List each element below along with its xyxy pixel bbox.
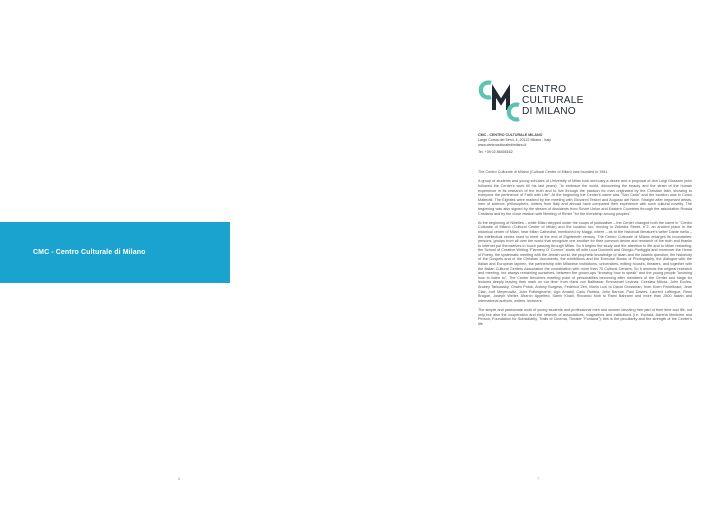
page-number-right: 7 xyxy=(537,476,540,481)
section-title: CMC - Centro Culturale di Milano xyxy=(33,249,146,256)
contact-phone: Tel. +39 02 86455162 xyxy=(478,150,513,154)
logo-line-2: CULTURALE xyxy=(522,95,584,106)
contact-block xyxy=(478,133,678,155)
paragraph-work: The simple and passionate work of young students and professional men and women devoting free part of their time and life, not only but also the cooperation and the network of associations, magazines and institutions (i.e. Eurasia, Adrena Medicine and Person, Foundation for Subsidiarity, Trails of Cinema, Theater "Fontana"): this is the peculiarity and the strength of the Center's life. xyxy=(478,308,692,326)
section-title-band xyxy=(0,222,230,283)
logo-line-3: DI MILANO xyxy=(522,106,576,117)
cmc-logo xyxy=(478,80,598,126)
logo-wordmark xyxy=(522,84,584,117)
page-number-left: 6 xyxy=(178,476,181,481)
logo-line-1: CENTRO xyxy=(522,84,567,95)
contact-org: CMC - CENTRO CULTURALE MILANO xyxy=(478,133,543,137)
body-text xyxy=(478,170,692,331)
cmc-logo-mark xyxy=(478,80,522,126)
paragraph-founding: The Centro Culturale di Milano (Cultural Center of Milan) was founded in 1981. xyxy=(478,170,609,174)
paragraph-nineties: At the beginning of Nineties – while Milan stepped under the coups of justicialism – the Center changed both the name in "Centro Culturale di Milano (Cultural Center of Milan) and the location too, moving in Zebedia Street, n°2, an ancient place in the historical center of Milan, near Milan Cathedral, mentioned by Maggi, where – as to the historical literature's writer Dante Isella – the intellectual circles used to meet at the end of Eighteenth century. The Centro Culturale di Milano enlarges its boundaries: persons, groups from all over the world that recognize one another for their common desire and research of the truth and thanks to internet put themselves in touch passing through Milan. So it begins the study and the attention to life and to Milan restarting, the School of Creative Writing "Flannery O' Connor" starts off with Luca Doninelli and Giorgio Pontiggia and moreover the Home of Poetry, the systematic meeting with the Jewish world, the prophetic knowledge of Islam and the Islamic question, the historicity of the Gospels and of the Christian documents, the exhibitions and the Exercise Books of Photography, the dialogue with the Italian and European laymen, the partnership with Milanese institutions, universities, editing houses, theaters, and together with the Italian Cultural Centers Association the coordination with more than 70 Cultural Centers. So it amends the original research and meeting, but always remaining ourselves, between the grown-ups "knowing how to speak" and the young people "knowing how to listen to". The Center becomes meeting point of personalities becoming after members of the Center and stage for lectures deeply leaving their mark on our time: from Hans von Balthasar, Emmanuel Levinas, Czeslaw Milosz, John Eccles, Andrey Tarkowsky, Chaim Potok, Antony Burgess, Federico Zeri, Mario Luzi to David Grossman, from Koen Finkelkraut, Jean Clair, Joel Meyerowitz, John Polkinghorne, Ugo Amaldi, Carlo Rubbia, John Barrow, Paul Davies, Laurent Lafforgue, Remi Brague, Joseph Weiler, Aharon Appelfed, Samir Khalil, Riccardo Muti to Rami Bahrami and more than 2500 Italian and international authors, writers, lecturers. xyxy=(478,220,692,303)
contact-address: Largo Corsia dei Servi, 4, 20122 Milano - Italy xyxy=(478,138,551,142)
paragraph-origins: A group of students and young scholars of University of Milan took seriously a desire and a proposal of don Luigi Giussani (who followed the Center's work till his last years): "to embrace the world, discovering the beauty and the strain of the human experience in its research of the truth and to live through the passion for man originated by the Christian faith, showing to everyone the pertinence of Faith with Life". At the beginning the Center's name was "San Carlo" and the location was in Corso Matteotti. The Eighties were marked by the meeting with Giovanni Testori and Augusto del Noce. Straight after important artists, men of science, philosophers, writers from Italy and abroad have compared their experience with such cultural novelty. The beginning was also signed by the stream of dissidents from Soviet Union and Eastern Countries through the association Russia Cristiana and by the close relation with Meeting of Rimini "for the friendship among peoples". xyxy=(478,179,692,216)
contact-website[interactable]: www.centroculturaledimilano.it xyxy=(478,143,527,147)
